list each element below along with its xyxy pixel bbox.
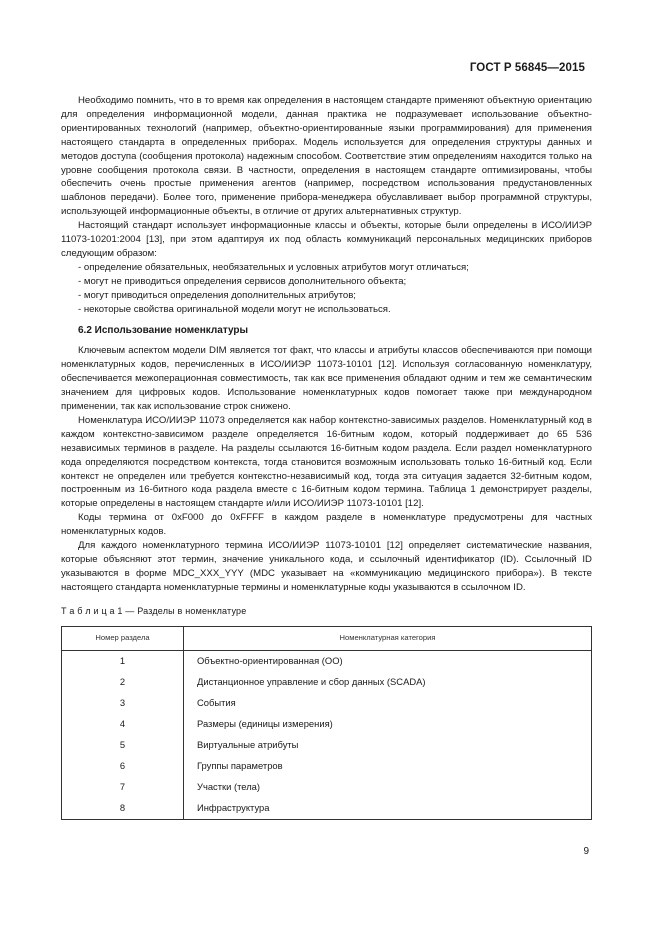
page-content <box>61 94 592 820</box>
section-number-cell: 4 <box>62 714 184 735</box>
section-number-cell: 5 <box>62 735 184 756</box>
list-item: - определение обязательных, необязательных и условных атрибутов могут отличаться; <box>78 261 469 273</box>
nomenclature-table <box>61 626 592 820</box>
paragraph: Настоящий стандарт использует информационные классы и объекты, которые были определены в ИСО/ИИЭР 11073-10201:2004 [13], при этом адаптируя их под область коммуникаций персональных медицинских приборов следующим образом: <box>61 220 592 259</box>
page-number: 9 <box>583 846 589 857</box>
section-number-cell: 8 <box>62 798 184 820</box>
table-row <box>62 735 592 756</box>
table-header-row <box>62 626 592 650</box>
table-row <box>62 693 592 714</box>
table-caption: Т а б л и ц а 1 — Разделы в номенклатуре <box>61 605 247 616</box>
section-number-cell: 3 <box>62 693 184 714</box>
category-cell: Участки (тела) <box>184 777 592 798</box>
category-cell: Виртуальные атрибуты <box>184 735 592 756</box>
bullet-list <box>61 261 592 317</box>
section-number-cell: 2 <box>62 672 184 693</box>
list-item: - некоторые свойства оригинальной модели могут не использоваться. <box>78 303 391 315</box>
category-cell: Инфраструктура <box>184 798 592 820</box>
document-header: ГОСТ Р 56845—2015 <box>469 62 585 74</box>
column-header-section-number: Номер раздела <box>62 626 184 650</box>
paragraph: Ключевым аспектом модели DIM является тот факт, что классы и атрибуты классов обеспечиваются при помощи номенклатурных кодов, перечисленных в ИСО/ИИЭР 11073-10101 [12]. Используя согласованную номенклатуру, обеспечивается межоперационная совместимость, так как все применения обладают одним и тем же семантическим значением для цифровых кодов. Использование номенклатурных кодов помогает также при международном применении, так как использование строк снижено. <box>61 345 592 413</box>
list-item: - могут приводиться определения дополнительных атрибутов; <box>78 289 356 301</box>
category-cell: Размеры (единицы измерения) <box>184 714 592 735</box>
category-cell: События <box>184 693 592 714</box>
list-item: - могут не приводиться определения сервисов дополнительного объекта; <box>78 275 407 287</box>
table-row <box>62 714 592 735</box>
paragraph: Необходимо помнить, что в то время как определения в настоящем стандарте применяют объектную ориентацию для определения информационной модели, данная практика не подразумевает использование объектно-ориентированных технологий (например, объектно-ориентированные языки программирования) для применения настоящего стандарта в определенных приборах. Модель используется для определения структуры данных и методов доступа (сообщения протокола) надежным способом. Соответствие этим определениям находится только на уровне сообщения протокола связи. В частности, определения в настоящем стандарте оптимизированы, чтобы обеспечить очень простые применения агентов (например, посредством использования предустановленных шаблонов передачи). Более того, применение прибора-менеджера обуславливает выбор программной структуры, использующей информационные объекты, в отличие от других альтернативных структур. <box>61 95 592 218</box>
column-header-category: Номенклатурная категория <box>184 626 592 650</box>
table-row <box>62 798 592 820</box>
paragraph: Коды термина от 0xF000 до 0xFFFF в каждом разделе в номенклатуре предусмотрены для частных номенклатурных кодов. <box>61 512 592 538</box>
table-row <box>62 650 592 672</box>
category-cell: Дистанционное управление и сбор данных (SCADA) <box>184 672 592 693</box>
section-title: 6.2 Использование номенклатуры <box>78 324 249 336</box>
section-number-cell: 7 <box>62 777 184 798</box>
category-cell: Группы параметров <box>184 756 592 777</box>
section-number-cell: 6 <box>62 756 184 777</box>
category-cell: Объектно-ориентированная (ОО) <box>184 650 592 672</box>
paragraph: Для каждого номенклатурного термина ИСО/ИИЭР 11073-10101 [12] определяет систематические названия, которые объясняют этот термин, значение уникального кода, и ссылочный идентификатор (ID). Ссылочный ID указываются в форме MDC_XXX_YYY (MDC указывает на «коммуникацию медицинского прибора»). В тексте настоящего стандарта номенклатурные термины и номенклатурные коды указываются в ссылочном ID. <box>61 540 592 593</box>
paragraph: Номенклатура ИСО/ИИЭР 11073 определяется как набор контекстно-зависимых разделов. Номенклатурный код в каждом контекстно-зависимом разделе определяется 16-битным кодом, который поддерживает до 65 536 независимых терминов в разделе. На разделы ссылаются 16-битным кодом раздела. Если раздел номенклатурного кода определяются посредством контекста, тогда становится возможным использовать только 16-битный код. Если контекст не определен или требуется контекстно-независимый код, тогда эта ситуация задается 32-битным кодом, построенным из 16-битного кода раздела вместе с 16-битным кодом термина. Таблица 1 демонстрирует разделы, которые определены в настоящем стандарте и/или ИСО/ИИЭР 11073-10101 [12]. <box>61 414 592 510</box>
table-row <box>62 756 592 777</box>
table-row <box>62 777 592 798</box>
table-row <box>62 672 592 693</box>
section-number-cell: 1 <box>62 650 184 672</box>
